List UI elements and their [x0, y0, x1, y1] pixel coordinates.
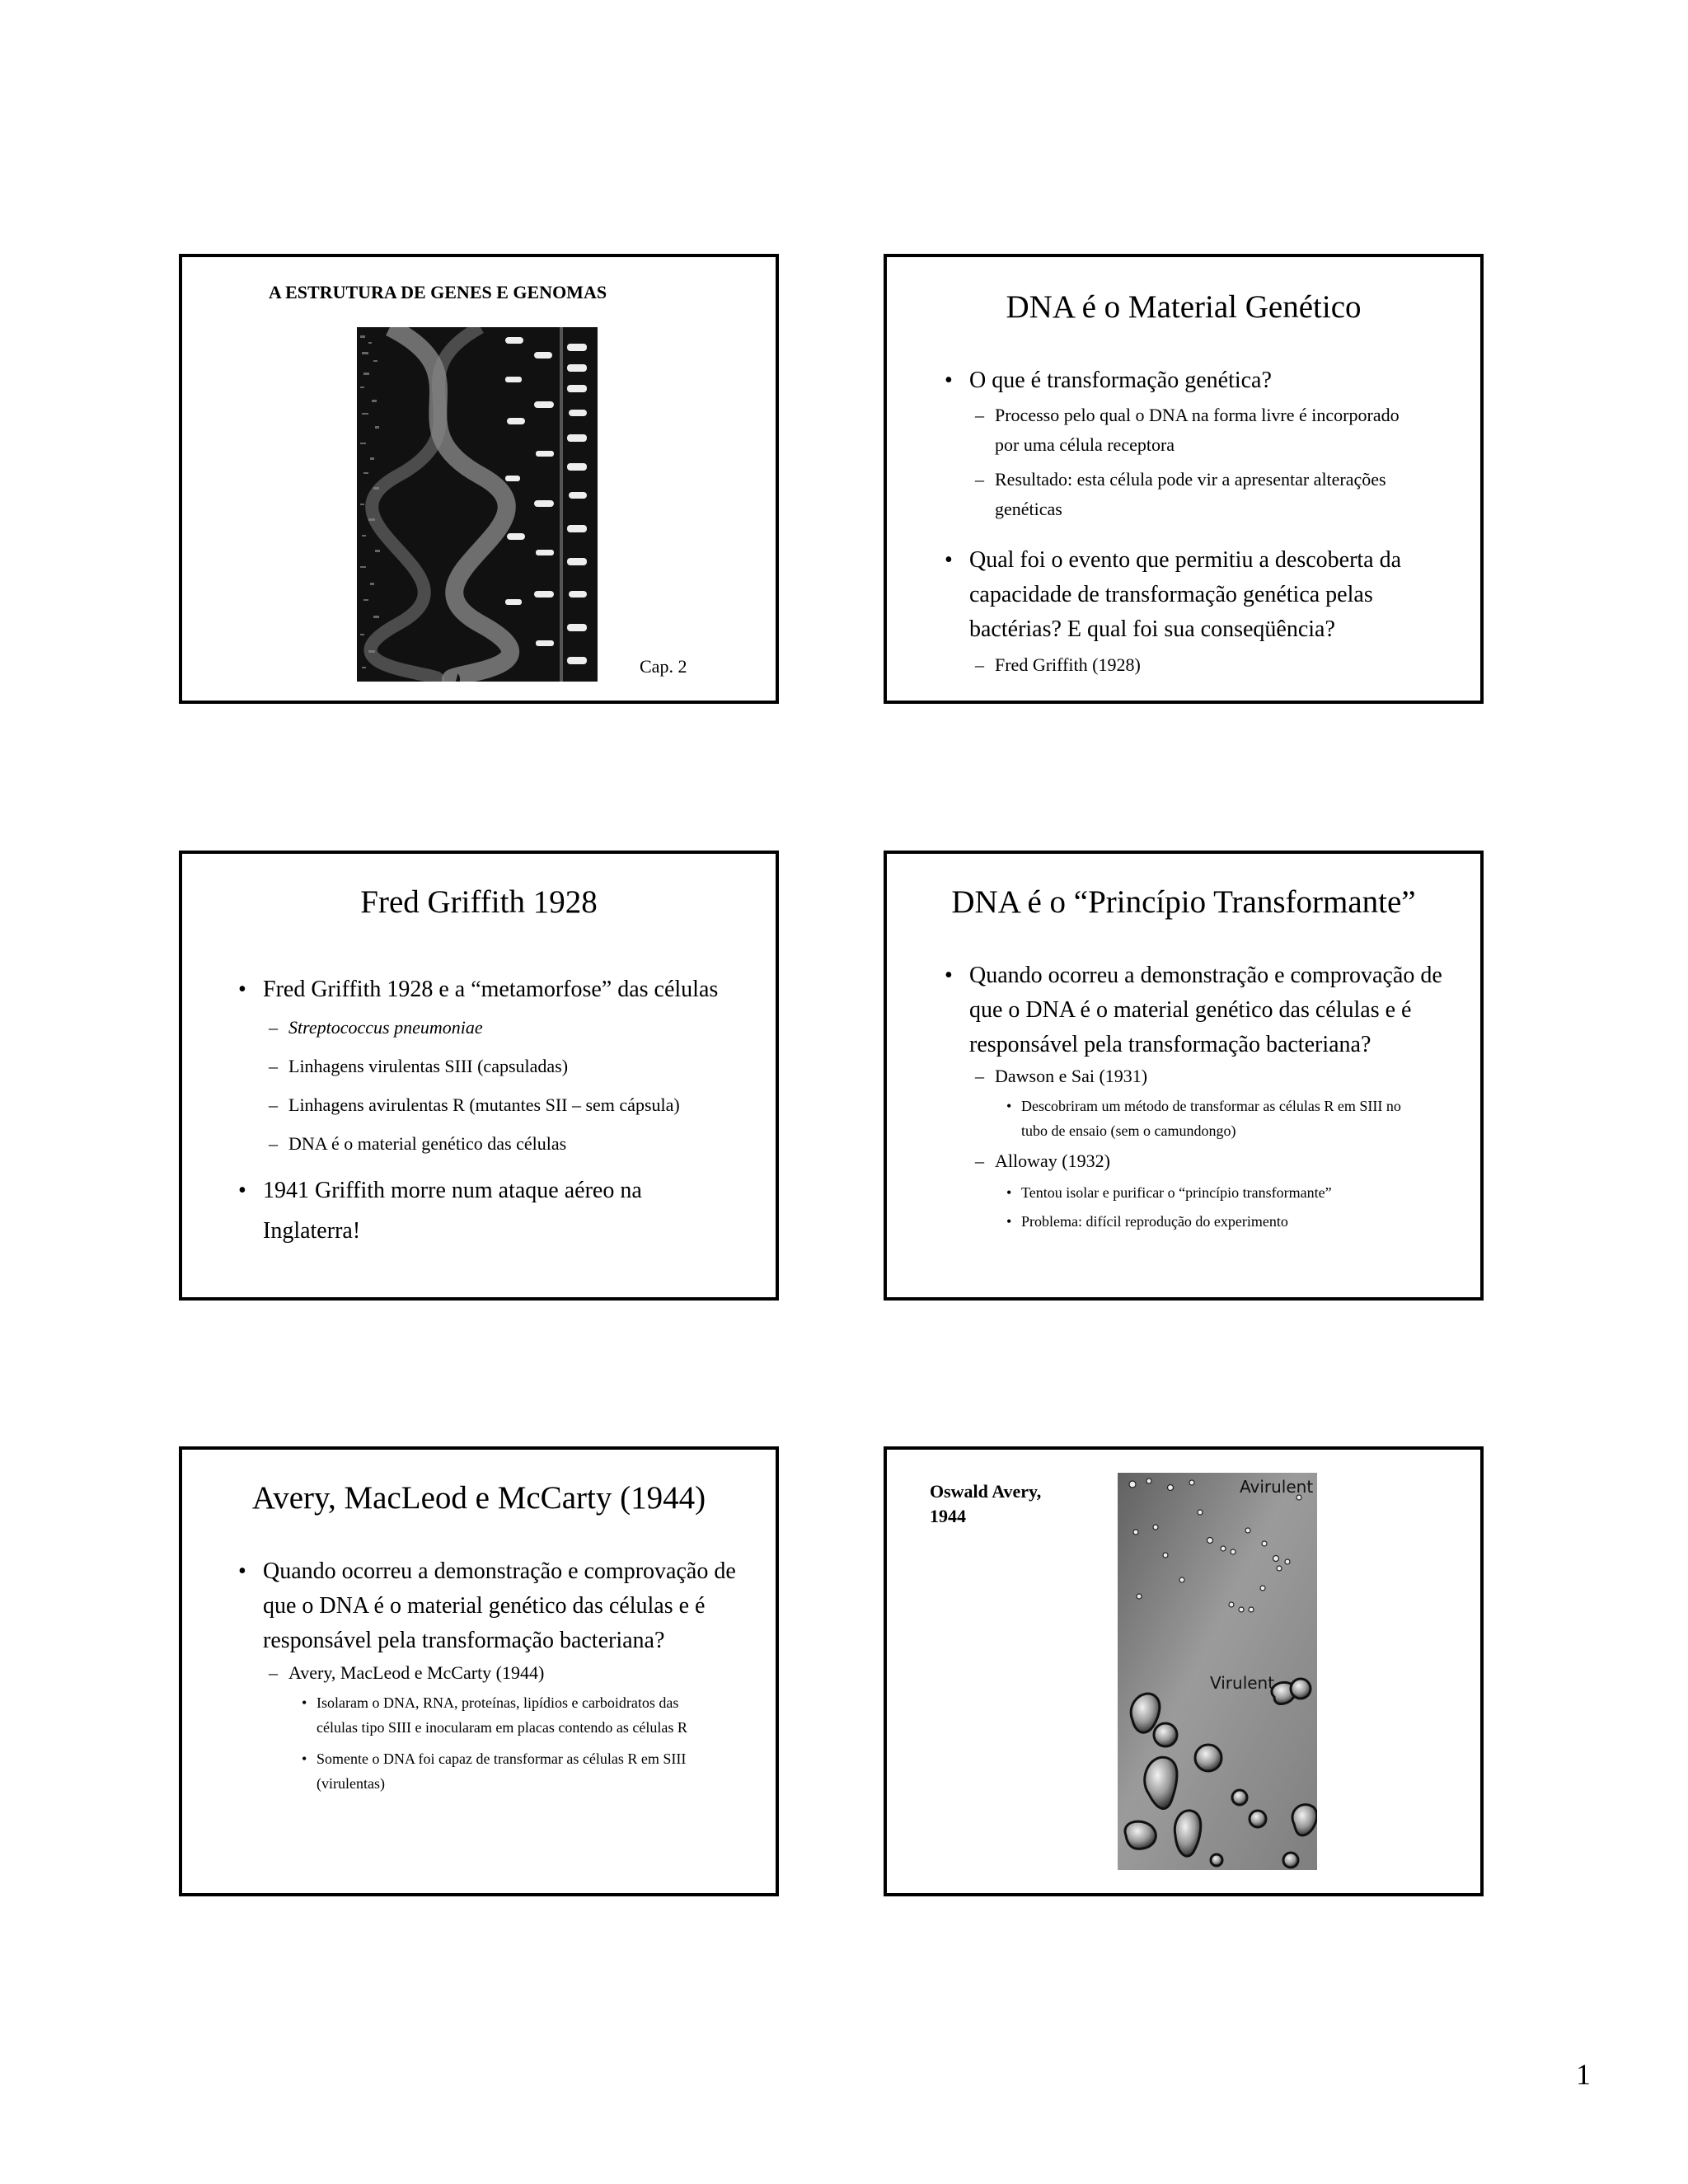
slide1-heading: A ESTRUTURA DE GENES E GENOMAS	[268, 282, 607, 302]
bullet-line: bactérias? E qual foi sua conseqüência?	[969, 616, 1335, 642]
bullet-line: Quando ocorreu a demonstração e comprovação de	[969, 963, 1442, 988]
page-number: 1	[1576, 2058, 1591, 2091]
subsub-bullet-text: Tentou isolar e purificar o “princípio transformante”	[1021, 1184, 1332, 1201]
bullet-marker: •	[945, 963, 953, 988]
slide2-sub-bullet-3	[975, 650, 1141, 680]
virulent-label: Virulent	[1210, 1673, 1275, 1693]
slide3-sub-bullet-2	[269, 1052, 569, 1081]
slide3-bullet-1	[238, 972, 719, 1007]
bullet-text: Fred Griffith 1928 e a “metamorfose” das células	[263, 977, 719, 1002]
bullet-marker: •	[1006, 1213, 1012, 1230]
slide5-sub-bullet-1	[269, 1658, 545, 1688]
slide3-sub-bullet-1	[269, 1013, 483, 1043]
sub-bullet-text: DNA é o material genético das células	[288, 1133, 567, 1154]
slide-dna-material-genetico	[884, 254, 1484, 704]
bullet-marker: •	[302, 1694, 307, 1711]
dash-marker: –	[975, 1066, 984, 1086]
bullet-line: Inglaterra!	[263, 1218, 361, 1244]
slide-fred-griffith	[179, 851, 779, 1301]
avirulent-label: Avirulent	[1240, 1477, 1314, 1497]
bullet-marker: •	[238, 1178, 246, 1203]
bullet-text: O que é transformação genética?	[969, 368, 1272, 393]
sub-bullet-text: Fred Griffith (1928)	[995, 654, 1141, 675]
caption-line: 1944	[930, 1506, 966, 1526]
sub-bullet-line: por uma célula receptora	[995, 434, 1175, 455]
subsub-bullet-line: Descobriram um método de transformar as células R em SIII no	[1021, 1098, 1401, 1114]
slide5-subsub-bullet-2	[302, 1746, 687, 1796]
subsub-bullet-line: Isolaram o DNA, RNA, proteínas, lipídios e carboidratos das	[316, 1694, 679, 1711]
dash-marker: –	[975, 1151, 984, 1171]
slide-principio-transformante	[884, 851, 1484, 1301]
slide5-title: Avery, MacLeod e McCarty (1944)	[251, 1480, 706, 1516]
dash-marker: –	[269, 1017, 278, 1038]
bullet-marker: •	[945, 547, 953, 573]
bacterial-colonies-photo	[1118, 1473, 1317, 1870]
bullet-line: responsável pela transformação bacteriana?	[263, 1628, 665, 1653]
slide-title-estrutura	[179, 254, 779, 704]
subsub-bullet-line: células tipo SIII e inocularam em placas contendo as células R	[316, 1719, 687, 1736]
slide3-title: Fred Griffith 1928	[360, 884, 598, 920]
dash-marker: –	[269, 1662, 278, 1683]
slide3-sub-bullet-3	[269, 1090, 680, 1120]
slide4-subsub-bullet-2	[1006, 1180, 1332, 1205]
dash-marker: –	[269, 1094, 278, 1115]
bullet-line: que o DNA é o material genético das células e é	[263, 1593, 706, 1619]
bullet-line: Quando ocorreu a demonstração e comprovação de	[263, 1558, 736, 1584]
sub-bullet-text: Alloway (1932)	[995, 1151, 1110, 1171]
dash-marker: –	[975, 469, 984, 490]
bullet-line: que o DNA é o material genético das células e é	[969, 997, 1412, 1023]
dash-marker: –	[975, 405, 984, 425]
slide-avery-macleod-mccarty	[179, 1446, 779, 1896]
slide2-bullet-2	[945, 543, 1402, 647]
slide-oswald-avery	[884, 1446, 1484, 1896]
subsub-bullet-line: (virulentas)	[316, 1775, 385, 1792]
subsub-bullet-line: Somente o DNA foi capaz de transformar as células R em SIII	[316, 1750, 687, 1767]
slide3-bullet-2	[238, 1170, 642, 1251]
bullet-marker: •	[1006, 1098, 1012, 1114]
slide4-sub-bullet-1	[975, 1062, 1148, 1091]
bullet-marker: •	[238, 1558, 246, 1584]
subsub-bullet-line: tubo de ensaio (sem o camundongo)	[1021, 1122, 1236, 1139]
slide6-caption	[930, 1479, 1041, 1529]
slide2-bullet-1	[945, 363, 1272, 398]
dash-marker: –	[975, 654, 984, 675]
slide3-sub-bullet-4	[269, 1129, 567, 1159]
slide4-subsub-bullet-3	[1006, 1209, 1288, 1234]
sub-bullet-text: Avery, MacLeod e McCarty (1944)	[288, 1662, 545, 1683]
dash-marker: –	[269, 1133, 278, 1154]
sub-bullet-text: Dawson e Sai (1931)	[995, 1066, 1148, 1086]
sub-bullet-text: Streptococcus pneumoniae	[288, 1017, 483, 1038]
bullet-line: 1941 Griffith morre num ataque aéreo na	[263, 1178, 642, 1203]
slide5-subsub-bullet-1	[302, 1690, 687, 1740]
slide1-chapter-caption: Cap. 2	[640, 656, 687, 677]
sub-bullet-line: genéticas	[995, 499, 1062, 519]
sub-bullet-line: Resultado: esta célula pode vir a apresentar alterações	[995, 469, 1386, 490]
bullet-marker: •	[238, 977, 246, 1002]
sub-bullet-line: Processo pelo qual o DNA na forma livre é incorporado	[995, 405, 1400, 425]
dna-gel-collage-image	[357, 327, 598, 682]
slide4-sub-bullet-2	[975, 1146, 1110, 1176]
slide2-title: DNA é o Material Genético	[1006, 289, 1362, 325]
slide4-title: DNA é o “Princípio Transformante”	[951, 884, 1416, 920]
bullet-marker: •	[945, 368, 953, 393]
bullet-line: responsável pela transformação bacteriana?	[969, 1032, 1372, 1057]
bullet-line: capacidade de transformação genética pelas	[969, 582, 1373, 607]
subsub-bullet-text: Problema: difícil reprodução do experimento	[1021, 1213, 1288, 1230]
caption-line: Oswald Avery,	[930, 1481, 1042, 1502]
sub-bullet-text: Linhagens avirulentas R (mutantes SII – sem cápsula)	[288, 1094, 680, 1115]
bullet-marker: •	[1006, 1184, 1012, 1201]
bullet-marker: •	[302, 1750, 307, 1767]
slide4-bullet-1	[945, 958, 1442, 1062]
dash-marker: –	[269, 1056, 278, 1076]
sub-bullet-text: Linhagens virulentas SIII (capsuladas)	[288, 1056, 569, 1076]
slide2-sub-bullet-1	[975, 401, 1400, 460]
slide2-sub-bullet-2	[975, 465, 1386, 524]
slide4-subsub-bullet-1	[1006, 1094, 1401, 1143]
bullet-line: Qual foi o evento que permitiu a descoberta da	[969, 547, 1402, 573]
slide5-bullet-1	[238, 1554, 736, 1658]
